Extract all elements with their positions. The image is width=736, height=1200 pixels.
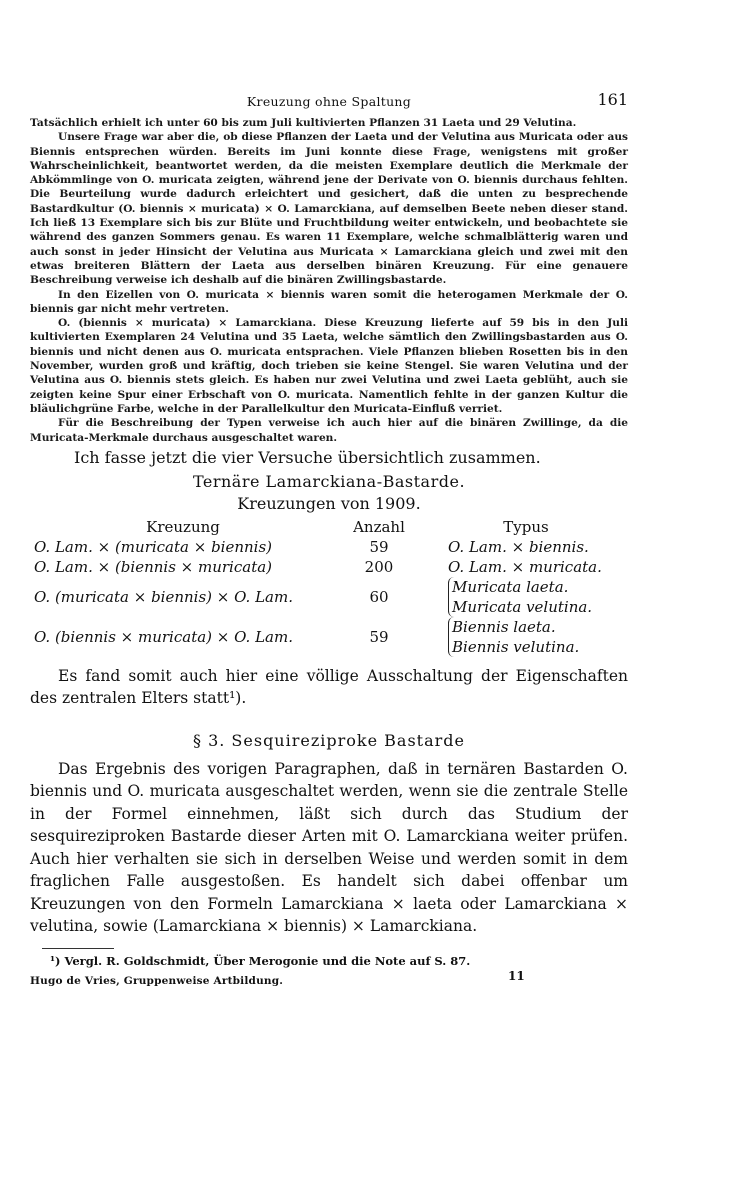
column-header-cross: Kreuzung [146, 517, 220, 536]
paragraph-5: Für die Beschreibung der Typen verweise ich auch hier auf die binären Zwillinge, da die Muricata-Merkmale durchaus ausgeschaltet waren. [30, 417, 628, 444]
crosses-table [32, 517, 628, 657]
conclusion-block [30, 665, 628, 710]
type-group [424, 577, 628, 617]
running-title: Kreuzung ohne Spaltung [246, 94, 412, 109]
type-value: O. Lam. × muricata. [448, 557, 602, 576]
count-value: 59 [369, 537, 389, 556]
table-row [32, 617, 628, 657]
column-header-count: Anzahl [353, 517, 405, 536]
signature-mark: 11 [508, 968, 525, 983]
summary-line: Ich fasse jetzt die vier Versuche übersichtlich zusammen. [74, 447, 541, 467]
cross-formula: O. (muricata × biennis) × O. Lam. [34, 587, 293, 606]
cross-formula: O. (biennis × muricata) × O. Lam. [34, 627, 293, 646]
type-value: Muricata laeta. [452, 577, 569, 596]
type-value: Biennis laeta. [452, 617, 556, 636]
section-paragraph: Das Ergebnis des vorigen Paragraphen, daß in ternären Bastarden O. biennis und O. muricata ausgeschaltet werden, wenn sie die zentrale Stelle in der Formel einnehmen, läßt sich durch das Studium der sesquireziproken Bastarde dieser Arten mit O. Lamarckiana weiter prüfen. Auch hier verhalten sie sich in derselben Weise und werden somit in dem fraglichen Falle ausgestoßen. Es handelt sich dabei offenbar um Kreuzungen von den Formeln Lamarckiana × laeta oder Lamarckiana × velutina, sowie (Lamarckiana × biennis) × Lamarckiana. [30, 759, 628, 936]
conclusion-paragraph: Es fand somit auch hier eine völlige Ausschaltung der Eigenschaften des zentralen Elters statt¹). [30, 666, 628, 708]
table-row [32, 577, 628, 617]
book-page [30, 90, 628, 987]
page-footer [30, 969, 628, 987]
type-value: Muricata velutina. [452, 597, 593, 616]
running-header [30, 90, 628, 116]
column-header-type: Typus [503, 517, 549, 536]
paragraph-3: In den Eizellen von O. muricata × biennis waren somit die heterogamen Merkmale der O. biennis gar nicht mehr vertreten. [30, 288, 628, 315]
cross-formula: O. Lam. × (muricata × biennis) [34, 537, 273, 556]
footnote-rule [42, 948, 114, 949]
paragraph-4: O. (biennis × muricata) × Lamarckiana. Diese Kreuzung lieferte auf 59 bis in den Juli kultivierten Exemplaren 24 Velutina und 35 Laeta, welche sämtlich den Zwillingsbastarden aus O. biennis und nicht denen aus O. muricata entsprachen. Viele Pflanzen blieben Rosetten bis in den November, wurden groß und kräftig, doch trieben sie keine Stengel. Sie waren Velutina und der Velutina aus O. biennis stets gleich. Es haben nur zwei Velutina und zwei Laeta geblüht, auch sie zeigten keine Spur einer Erbschaft von O. muricata. Namentlich fehlte in der ganzen Kultur die bläulichgrüne Farbe, welche in der Parallelkultur den Muricata-Einfluß verriet. [30, 317, 628, 415]
table-subtitle: Kreuzungen von 1909. [237, 493, 421, 513]
small-print-block [30, 116, 628, 445]
cross-formula: O. Lam. × (biennis × muricata) [34, 557, 273, 576]
table-header-row [32, 517, 628, 537]
count-value: 200 [364, 557, 394, 576]
table-row [32, 557, 628, 577]
page-number: 161 [597, 90, 628, 109]
footnote: ¹) Vergl. R. Goldschmidt, Über Merogonie und die Note auf S. 87. [50, 953, 471, 968]
paragraph-2: Unsere Frage war aber die, ob diese Pflanzen der Laeta und der Velutina aus Muricata oder aus Biennis entsprechen würden. Bereits im Juni konnte diese Frage, wenigstens mit großer Wahrscheinlichkeit, beantwortet werden, da die meisten Exemplare deutlich die Merkmale der Abkömmlinge von O. muricata zeigten, während jene der Derivate von O. biennis durchaus fehlten. Die Beurteilung wurde dadurch erleichtert und gesichert, daß die unten zu besprechende Bastardkultur (O. biennis × muricata) × O. Lamarckiana, auf demselben Beete neben dieser stand. Ich ließ 13 Exemplare sich bis zur Blüte und Fruchtbildung weiter entwickeln, und beobachtete sie während des ganzen Sommers genau. Es waren 11 Exemplare, welche schmalblätterig waren und auch sonst in jeder Hinsicht der Velutina aus Muricata × Lamarckiana gleich und zwei mit den etwas breiteren Blättern der Laeta aus derselben binären Kreuzung. Für eine genauere Beschreibung verweise ich deshalb auf die binären Zwillingsbastarde. [30, 131, 628, 287]
table-title: Ternäre Lamarckiana-Bastarde. [192, 471, 466, 491]
type-value: Biennis velutina. [452, 637, 580, 656]
paragraph-1: Tatsächlich erhielt ich unter 60 bis zum Juli kultivierten Pflanzen 31 Laeta und 29 Velutina. [30, 117, 577, 129]
type-brace [448, 577, 592, 617]
type-group [424, 617, 628, 657]
type-brace [448, 617, 579, 657]
section-heading: § 3. Sesquireziproke Bastarde [192, 730, 465, 750]
printer-line: Hugo de Vries, Gruppenweise Artbildung. [30, 974, 284, 987]
type-value: O. Lam. × biennis. [448, 537, 589, 556]
count-value: 59 [369, 627, 389, 646]
section-body-block [30, 758, 628, 938]
count-value: 60 [369, 587, 389, 606]
table-row [32, 537, 628, 557]
